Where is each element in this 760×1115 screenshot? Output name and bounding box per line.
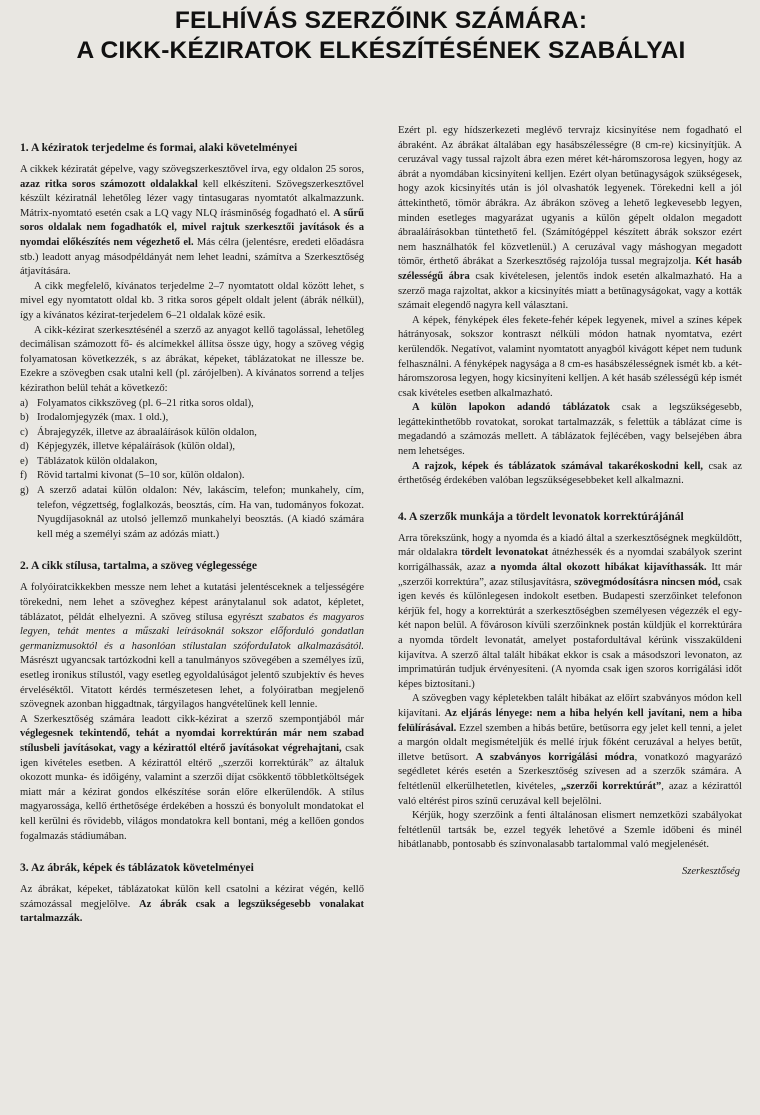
section-4-paragraph-1: Arra törekszünk, hogy a nyomda és a kiadó által a szerkesztőségnek megküldött, már oldalakra tördelt levonatokat átnézhessék és a nyomdai szabályok szerint korrigálhassák, azaz a nyomda által okozott hibákat kijavíthassák. Itt már „szerzői korrektúra”, azaz stílusjavításra, szövegmódosításra nincsen mód, csak igen kevés és különlegesen indokolt esetben. Budapesti szerzőinket telefonon kérjük fel, hogy a korrektúrát a szerkesztőségben személyesen végezzék el egy-két napon belül. A fővároson kívüli szerzőinknek postán küldjük el korrektúrára a nyomda tördelt levonatát, amelyet postafordultával kérünk visszaküldeni kijavítva. A szerző által talált hibákat ekkor is csak a másodszori levonaton, az imprimatúrán tudjuk érvényesíteni. (A nyomda csak igen szoros korrigálási időt képes biztosítani.) [398,532,742,690]
document-title [20,0,742,66]
section-3-paragraph-2: A képek, fényképek éles fekete-fehér képek legyenek, mivel a színes képek hátrányosak, sokszor kontraszt nélküli módon hatnak nyomtatva, ezért kerülendők. Negatívot, valamint nyomtatott anyagból kivágott képet nem tudunk felhasználni. A fényképek nagysága a 8 cm-es hasábszélességnek ismét kb. a két-háromszorosa legyen, hogy kicsinyíteni kelljen. A két hasáb szélességű kép ismét csak kivételes esetben alkalmazható. [398,314,742,399]
manuscript-order-list [20,397,364,543]
list-item: g) A szerző adatai külön oldalon: Név, lakáscím, telefon; munkahely, cím, telefon, végzettség, foglalkozás, beosztás, cím. Ha van, tudományos fokozat. Nyugdíjasoknál az utolsó jellemző munkahelyi beosztás. (A kiadó számára kell még a személyi szám az adózás miatt.) [20,485,364,540]
section-4-paragraph-3: Kérjük, hogy szerzőink a fenti általánosan elismert nemzetközi szabályokat feltétlenül tartsák be, ezzel tegyék lehetővé a Szemle időbeni és minél hibátlanabb, pontosabb és színvonalasabb tartalommal való megjelenését. [398,810,742,851]
section-1-heading: 1. A kéziratok terjedelme és formai, alaki követelményei [20,141,298,154]
section-2-heading: 2. A cikk stílusa, tartalma, a szöveg véglegessége [20,559,257,573]
section-3-paragraph-1-start: Az ábrákat, képeket, táblázatokat külön kell csatolni a kézirat végén, kellő számozással megjelölve. Az ábrák csak a legszükségesebb vonalakat tartalmazzák. [20,884,364,925]
section-3-paragraph-1-cont: Ezért pl. egy hídszerkezeti meglévő tervrajz kicsinyítése nem fogadható el ábraként. Az ábrákat általában egy hasábszélességre (8 cm-re) kicsinyítjük. A ceruzával vagy tussal rajzolt ábra ezen méret két-háromszorosa legyen, hogy az ábrát a nyomdában kicsinyíteni kelljen. Ezért olyan betűnagyságok szükségesek, hogy azok kicsinyítés után is jól olvashatók legyenek. Törekedni kell a jól áttekinthető, tömör ábrákra. Az ábrákon szöveg a lehető legkevesebb legyen, minden esetleges magyarázat ugyanis a külön gépelt oldalon megadott ábraaláírásokban tüntethető fel. (Számítógéppel készített ábrák sokszor ezért nem használhatók fel közvetlenül.) A ceruzával vagy máshogyan megadott tömör, érthető ábrákat a Szerkesztőség rajzolója tussal megrajzolja. Két hasáb szélességű ábra csak kivételesen, jelentős indok esetén alkalmazható. Ha a szerző maga rajzoltat, akkor a kicsinyítés miatt a betűnagyságokat, vagy a kották számait elegendő nagyra kell választani. [398,125,742,312]
title-line-2: A CIKK-KÉZIRATOK ELKÉSZÍTÉSÉNEK SZABÁLYAI [76,37,686,64]
section-3-paragraph-4: A rajzok, képek és táblázatok számával takarékoskodni kell, csak az érthetőség érdekében valóban legszükségesebbeket kell alkalmazni. [398,460,742,487]
section-2-paragraph-2: A Szerkesztőség számára leadott cikk-kézirat a szerző szempontjából már véglegesnek tekintendő, tehát a nyomdai korrektúrán már nem szabad stílusbeli javításokat, vagy a kézirattól eltérő javításokat végrehajtani, csak igen kivételes esetben. A kézirattól eltérő „szerzői korrektúrák” az általuk okozott munka- és időigény, valamint a szerzői díjat csökkentő többletköltségek miatt már a kézirat gondos elkészítése során előre elkerülendők. A stílus magyarossága, kellő érthetősége érdekében a hosszú és bonyolult mondatokat el kell kerülni és rövidebb, világos mondatokra kell bontani, még a kellően gondos fogalmazás stádiumában. [20,713,364,842]
left-column [20,140,364,927]
right-column [398,124,742,880]
section-3-paragraph-3: A külön lapokon adandó táblázatok csak a legszükségesebb, legáttekinthetőbb rovatokat, sorokat tartalmazzák, s felettük a táblázat címe is megadandó a számozás mellett. A táblázatok fejlécében, vagy belsejében ábra nem lehetséges. [398,402,742,458]
editorial-signature: Szerkesztőség [682,865,740,877]
title-line-1: FELHÍVÁS SZERZŐINK SZÁMÁRA: [174,7,588,34]
section-1-paragraph-3: A cikk-kézirat szerkesztésénél a szerző az anyagot kellő tagolással, lehetőleg decimálisan számozott fő- és alcímekkel állítsa össze úgy, hogy a szöveg végig folyamatosan következzék, s az ábrákat, képeket, táblázatokat ne illessze be. Ezekre a szövegben csak utalni kell (pl. zárójelben). A kívánatos sorrend a teljes kézirathon belül tehát a következő: [20,324,364,394]
list-item: b) Irodalomjegyzék (max. 1 old.), [20,412,169,424]
list-item: f) Rövid tartalmi kivonat (5–10 sor, külön oldalon). [20,470,245,482]
list-item: c) Ábrajegyzék, illetve az ábraaláírások külön oldalon, [20,426,257,438]
two-column-body [20,124,742,1115]
section-2-paragraph-1: A folyóiratcikkekben messze nem lehet a kutatási jelentésceknek a teljességére törekedni, nem lehet a szöveghez képest aránytalanul sok adatot, képletet, táblázatot, példát elhelyezni. A szöveg stílusa egyrészt szabatos és magyaros legyen, tehát mentes a műszaki leírásoknál sokszor előforduló gondatlan germanizmusoktól és a hasonlóan stílustalan szóforduIatok alkalmazásától. Másrészt ugyancsak tartózkodni kell a tanulmányos szövegében a személyes ízű, esetleg ironikus stílustól, vagy esetleg egyoldalúságot jelentő szubjektív és heves érveléséktől. Vitatott kérdés természetesen lehet, a folyóiratban megjelenő szövegnek azonban higgadtnak, tárgyilagos hangvételűnek kell lennie. [20,582,364,711]
list-item: d) Képjegyzék, illetve képaláírások (külön oldal), [20,441,235,453]
section-1-paragraph-1: A cikkek kéziratát gépelve, vagy szövegszerkesztővel írva, egy oldalon 25 soros, azaz ritka soros számozott oldalakkal kell elkészíteni. Szövegszerkesztővel készült kéziratnál lehetőleg lézer vagy tintasugaras nyomtatót alkalmazzunk. Mátrix-nyomtató esetén csak a LQ vagy NLQ írásminőség fogadható el. A sűrű soros oldalak nem fogadhatók el, mivel rajtuk szerkesztői javítások és a nyomdai előkészítés nem végezhető el. Más célra (jelentésre, eredeti előadásra stb.) leadott anyag másodpéldányát nem lehet leadni, számítva a Szerkesztőség átjavítására. [20,164,364,278]
section-3-heading: 3. Az ábrák, képek és táblázatok követelményei [20,861,254,875]
list-item: a) Folyamatos cikkszöveg (pl. 6–21 ritka soros oldal), [20,397,254,409]
section-4-paragraph-2: A szövegben vagy képletekben talált hibákat az előírt szabványos módon kell kijavítani. Az eljárás lényege: nem a hiba helyén kell javítani, nem a hiba felülírásával. Ezzel szemben a hibás betűre, betűsorra egy jelet kell tenni, a jelet a margón oldalt megismételjük és mellé írjuk főként ceruzával a helyes betűt, illetve betűsort. A szabványos korrigálási módra, vonatkozó magyarázó segédletet kérés esetén a Szerkesztőség szívesen ad a szerzők számára. A feltétlenül elkerülhetetlen, kivételes, „szerzői korrektúrát”, azaz a kézirattól való eltérést piros színű ceruzával kell bejelölni. [398,693,743,807]
section-1-paragraph-2: A cikk megfelelő, kívánatos terjedelme 2–7 nyomtatott oldal között lehet, s mivel egy nyomtatott oldal kb. 3 ritka soros gépelt oldalt jelent (ábrák nélkül), így a kívánatos kézirat-terjedelem 6–21 oldalak közé esik. [20,280,364,321]
section-4-heading: 4. A szerzők munkája a tördelt levonatok korrektúrájánál [398,509,684,523]
list-item: e) Táblázatok külön oldalakon, [20,455,158,467]
